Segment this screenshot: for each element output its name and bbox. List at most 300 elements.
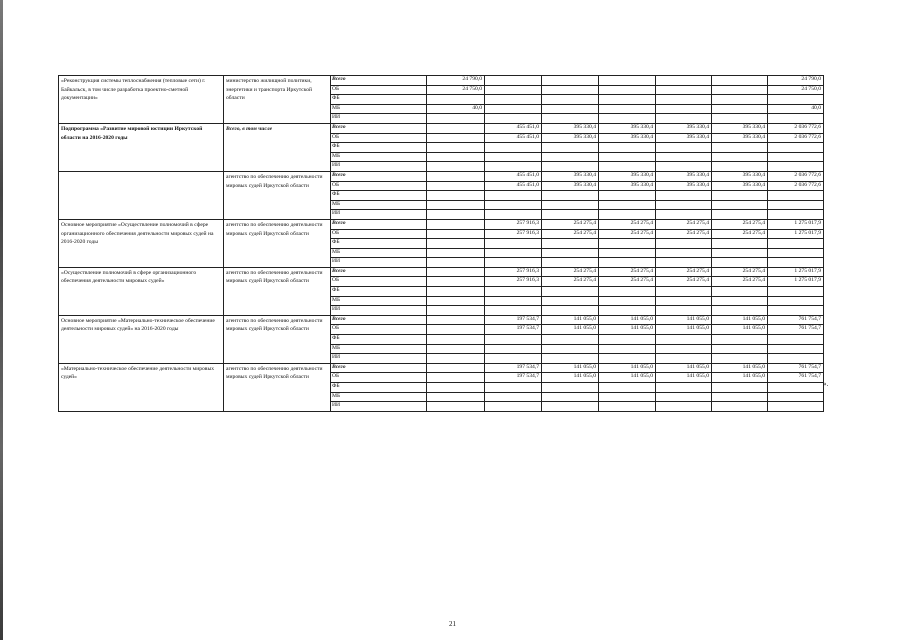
amount-cell: 197 534,7 [485,363,542,373]
amount-cell [768,114,824,124]
amount-cell [712,344,768,354]
amount-cell [712,296,768,306]
amount-cell [768,152,824,162]
amount-cell [712,162,768,172]
amount-cell [599,287,656,297]
amount-cell [427,306,485,316]
amount-cell [485,306,542,316]
amount-cell [712,287,768,297]
amount-cell: 254 275,4 [656,267,712,277]
amount-cell [427,354,485,364]
funding-source: Всего [331,267,427,277]
amount-cell [427,133,485,143]
amount-cell [542,392,599,402]
amount-cell: 141 055,0 [656,325,712,335]
responsible-executor: агентство по обеспечению деятельности мировых судей Иркутской области [224,363,331,411]
amount-cell [427,344,485,354]
amount-cell [656,402,712,412]
amount-cell [656,85,712,95]
amount-cell: 141 055,0 [599,363,656,373]
funding-source: ОБ [331,133,427,143]
amount-cell: 141 055,0 [599,315,656,325]
amount-cell [542,162,599,172]
amount-cell [656,248,712,258]
amount-cell: 141 055,0 [542,325,599,335]
funding-source: Всего [331,123,427,133]
amount-cell: 395 330,4 [712,133,768,143]
amount-cell: 254 275,4 [599,229,656,239]
amount-cell: 24 790,0 [427,76,485,86]
table-row [59,363,824,373]
amount-cell [427,152,485,162]
amount-cell: 24 750,0 [427,85,485,95]
funding-source: ФБ [331,239,427,249]
amount-cell [485,258,542,268]
amount-cell: 1 275 017,9 [768,267,824,277]
amount-cell [599,306,656,316]
amount-cell: 141 055,0 [599,325,656,335]
amount-cell [427,114,485,124]
amount-cell [485,248,542,258]
amount-cell [656,392,712,402]
responsible-executor: агентство по обеспечению деятельности мировых судей Иркутской области [224,315,331,363]
amount-cell [599,344,656,354]
responsible-executor: Всего, в том числе [224,123,331,171]
amount-cell: 141 055,0 [656,373,712,383]
amount-cell [599,392,656,402]
amount-cell [485,114,542,124]
amount-cell [656,162,712,172]
amount-cell: 395 330,4 [712,181,768,191]
funding-source: Всего [331,76,427,86]
amount-cell [656,152,712,162]
measure-description: «Реконструкция системы теплоснабжения (тепловые сети) г. Байкальск, в том числе разработка проектно-сметной документации» [59,76,224,124]
amount-cell [485,191,542,201]
funding-source: ИИ [331,114,427,124]
amount-cell: 2 036 772,6 [768,133,824,143]
funding-source: ФБ [331,143,427,153]
amount-cell [542,306,599,316]
amount-cell [542,200,599,210]
funding-source: МБ [331,152,427,162]
amount-cell: 141 055,0 [656,363,712,373]
funding-source: Всего [331,363,427,373]
amount-cell [712,402,768,412]
amount-cell [712,200,768,210]
funding-source: ИИ [331,354,427,364]
table-row [59,76,824,86]
amount-cell [542,85,599,95]
amount-cell [712,248,768,258]
amount-cell [599,210,656,220]
amount-cell [768,306,824,316]
amount-cell: 395 330,4 [712,123,768,133]
amount-cell [542,344,599,354]
amount-cell [656,287,712,297]
amount-cell [485,104,542,114]
amount-cell [427,219,485,229]
table-row [59,123,824,133]
amount-cell: 761 754,7 [768,363,824,373]
budget-table [58,75,824,412]
amount-cell [768,392,824,402]
amount-cell: 257 916,3 [485,267,542,277]
amount-cell [485,76,542,86]
amount-cell [768,210,824,220]
amount-cell: 395 330,4 [599,171,656,181]
amount-cell: 395 330,4 [599,181,656,191]
amount-cell [712,335,768,345]
amount-cell [599,248,656,258]
amount-cell [712,210,768,220]
amount-cell: 254 275,4 [712,277,768,287]
amount-cell [485,210,542,220]
amount-cell: 395 330,4 [599,133,656,143]
amount-cell: 1 275 017,9 [768,229,824,239]
funding-source: ИИ [331,306,427,316]
funding-source: Всего [331,315,427,325]
amount-cell [485,95,542,105]
amount-cell [656,383,712,393]
amount-cell: 395 330,4 [656,123,712,133]
funding-source: ОБ [331,181,427,191]
responsible-executor: министерство жилищной политики, энергетики и транспорта Иркутской области [224,76,331,124]
amount-cell: 395 330,4 [542,171,599,181]
amount-cell: 141 055,0 [656,315,712,325]
amount-cell [656,296,712,306]
amount-cell [427,248,485,258]
funding-source: ОБ [331,325,427,335]
funding-source: ИИ [331,402,427,412]
amount-cell [485,383,542,393]
amount-cell [542,383,599,393]
amount-cell: 395 330,4 [542,133,599,143]
amount-cell: 254 275,4 [656,277,712,287]
amount-cell: 455 451,0 [485,181,542,191]
table-row [59,171,824,181]
amount-cell [427,210,485,220]
funding-source: ОБ [331,373,427,383]
measure-description: Основное мероприятие «Материально-техническое обеспечение деятельности мировых судей» на 2016-2020 годы [59,315,224,363]
amount-cell [712,258,768,268]
amount-cell: 254 275,4 [656,229,712,239]
responsible-executor: агентство по обеспечению деятельности мировых судей Иркутской области [224,267,331,315]
amount-cell [542,191,599,201]
amount-cell [542,114,599,124]
amount-cell [656,354,712,364]
closing-mark: ». [823,380,829,388]
amount-cell: 24 750,0 [768,85,824,95]
amount-cell [427,162,485,172]
amount-cell: 395 330,4 [542,123,599,133]
amount-cell [768,248,824,258]
amount-cell [656,335,712,345]
measure-description: Основное мероприятие «Осуществление полномочий в сфере организационного обеспечения деятельности мировых судей на 2016-2020 годы [59,219,224,267]
funding-source: ОБ [331,277,427,287]
amount-cell [485,287,542,297]
amount-cell [427,277,485,287]
amount-cell: 2 036 772,6 [768,171,824,181]
amount-cell: 141 055,0 [712,373,768,383]
amount-cell [656,104,712,114]
amount-cell: 1 275 017,9 [768,219,824,229]
funding-source: ИИ [331,210,427,220]
responsible-executor: агентство по обеспечению деятельности мировых судей Иркутской области [224,219,331,267]
amount-cell: 254 275,4 [712,267,768,277]
table-row [59,315,824,325]
amount-cell: 395 330,4 [656,171,712,181]
amount-cell: 395 330,4 [656,181,712,191]
amount-cell: 197 534,7 [485,373,542,383]
amount-cell: 141 055,0 [599,373,656,383]
amount-cell [712,306,768,316]
amount-cell: 254 275,4 [599,277,656,287]
funding-source: МБ [331,296,427,306]
amount-cell [712,191,768,201]
amount-cell [656,191,712,201]
amount-cell: 455 451,0 [485,123,542,133]
amount-cell: 254 275,4 [712,219,768,229]
funding-source: МБ [331,248,427,258]
amount-cell: 257 916,3 [485,229,542,239]
amount-cell: 254 275,4 [542,229,599,239]
amount-cell [599,239,656,249]
amount-cell [599,402,656,412]
amount-cell [712,383,768,393]
amount-cell: 257 916,3 [485,219,542,229]
funding-source: ФБ [331,95,427,105]
amount-cell [656,258,712,268]
amount-cell [768,191,824,201]
funding-source: ФБ [331,383,427,393]
amount-cell [656,200,712,210]
amount-cell [485,392,542,402]
amount-cell [542,354,599,364]
amount-cell [427,191,485,201]
amount-cell: 141 055,0 [712,325,768,335]
amount-cell: 455 451,0 [485,171,542,181]
amount-cell [768,335,824,345]
amount-cell [542,239,599,249]
amount-cell [768,200,824,210]
amount-cell [542,76,599,86]
amount-cell [712,152,768,162]
amount-cell [427,363,485,373]
amount-cell: 141 055,0 [542,373,599,383]
amount-cell [427,373,485,383]
amount-cell: 141 055,0 [712,315,768,325]
amount-cell [427,335,485,345]
amount-cell [768,143,824,153]
amount-cell [427,229,485,239]
amount-cell [427,95,485,105]
amount-cell [599,258,656,268]
funding-source: Всего [331,171,427,181]
funding-source: МБ [331,104,427,114]
amount-cell [542,402,599,412]
amount-cell [599,191,656,201]
amount-cell [542,143,599,153]
amount-cell: 761 754,7 [768,325,824,335]
amount-cell [599,143,656,153]
amount-cell [427,123,485,133]
amount-cell [485,296,542,306]
funding-source: ОБ [331,85,427,95]
amount-cell [712,239,768,249]
amount-cell [768,162,824,172]
funding-source: Всего [331,219,427,229]
amount-cell [542,248,599,258]
amount-cell: 197 534,7 [485,325,542,335]
amount-cell [768,239,824,249]
amount-cell [542,287,599,297]
funding-source: ФБ [331,335,427,345]
amount-cell: 395 330,4 [599,123,656,133]
amount-cell [599,95,656,105]
amount-cell [656,143,712,153]
amount-cell [485,85,542,95]
amount-cell: 257 916,3 [485,277,542,287]
amount-cell [599,114,656,124]
amount-cell [599,76,656,86]
amount-cell [427,383,485,393]
amount-cell [427,258,485,268]
measure-description: «Материально-техническое обеспечение деятельности мировых судей» [59,363,224,411]
amount-cell [485,152,542,162]
amount-cell [427,287,485,297]
amount-cell: 395 330,4 [542,181,599,191]
amount-cell [427,325,485,335]
amount-cell [656,344,712,354]
amount-cell [485,335,542,345]
amount-cell [656,239,712,249]
amount-cell [427,200,485,210]
amount-cell [427,392,485,402]
amount-cell [599,354,656,364]
amount-cell [427,181,485,191]
amount-cell: 395 330,4 [656,133,712,143]
scan-edge [0,0,3,640]
amount-cell [542,104,599,114]
amount-cell [542,210,599,220]
amount-cell: 761 754,7 [768,373,824,383]
amount-cell [599,162,656,172]
amount-cell [427,239,485,249]
funding-source: МБ [331,344,427,354]
amount-cell: 395 330,4 [712,171,768,181]
amount-cell: 761 754,7 [768,315,824,325]
amount-cell: 455 451,0 [485,133,542,143]
amount-cell: 1 275 017,9 [768,277,824,287]
amount-cell [599,383,656,393]
amount-cell [768,354,824,364]
measure-description: Подпрограмма «Развитие мировой юстиции Иркутской области на 2016-2020 годы [59,123,224,171]
funding-source: ФБ [331,287,427,297]
amount-cell [485,143,542,153]
table-row [59,267,824,277]
amount-cell [427,296,485,306]
amount-cell [485,239,542,249]
amount-cell [712,104,768,114]
amount-cell [427,171,485,181]
amount-cell: 141 055,0 [712,363,768,373]
amount-cell [542,335,599,345]
responsible-executor: агентство по обеспечению деятельности мировых судей Иркутской области [224,171,331,219]
amount-cell [427,402,485,412]
amount-cell [656,114,712,124]
amount-cell [485,162,542,172]
amount-cell [712,114,768,124]
amount-cell [427,143,485,153]
amount-cell [427,267,485,277]
amount-cell: 2 036 772,6 [768,181,824,191]
measure-description [59,171,224,219]
amount-cell [427,315,485,325]
amount-cell [768,258,824,268]
amount-cell [599,85,656,95]
amount-cell [712,392,768,402]
amount-cell: 254 275,4 [656,219,712,229]
amount-cell [768,287,824,297]
amount-cell: 254 275,4 [712,229,768,239]
funding-source: ИИ [331,162,427,172]
amount-cell: 24 790,0 [768,76,824,86]
funding-source: МБ [331,392,427,402]
amount-cell [485,402,542,412]
amount-cell: 141 055,0 [542,315,599,325]
amount-cell [768,402,824,412]
amount-cell: 2 036 772,6 [768,123,824,133]
amount-cell [599,296,656,306]
amount-cell [485,354,542,364]
funding-source: ИИ [331,258,427,268]
amount-cell [656,95,712,105]
measure-description: «Осуществление полномочий в сфере организационного обеспечения деятельности мировых судей» [59,267,224,315]
amount-cell: 254 275,4 [542,277,599,287]
amount-cell [712,354,768,364]
amount-cell: 254 275,4 [542,267,599,277]
amount-cell [542,152,599,162]
amount-cell: 254 275,4 [542,219,599,229]
amount-cell [712,95,768,105]
amount-cell [768,296,824,306]
amount-cell [656,306,712,316]
amount-cell [599,104,656,114]
amount-cell: 141 055,0 [542,363,599,373]
amount-cell [712,143,768,153]
amount-cell: 40,0 [768,104,824,114]
amount-cell [656,210,712,220]
amount-cell [485,344,542,354]
amount-cell: 40,0 [427,104,485,114]
amount-cell [768,344,824,354]
funding-source: МБ [331,200,427,210]
amount-cell [599,200,656,210]
table-row [59,219,824,229]
amount-cell [599,152,656,162]
funding-source: ФБ [331,191,427,201]
amount-cell [712,85,768,95]
amount-cell [599,335,656,345]
amount-cell: 254 275,4 [599,219,656,229]
amount-cell [542,296,599,306]
amount-cell [712,76,768,86]
amount-cell: 197 534,7 [485,315,542,325]
amount-cell [768,95,824,105]
amount-cell: 254 275,4 [599,267,656,277]
amount-cell [656,76,712,86]
amount-cell [485,200,542,210]
